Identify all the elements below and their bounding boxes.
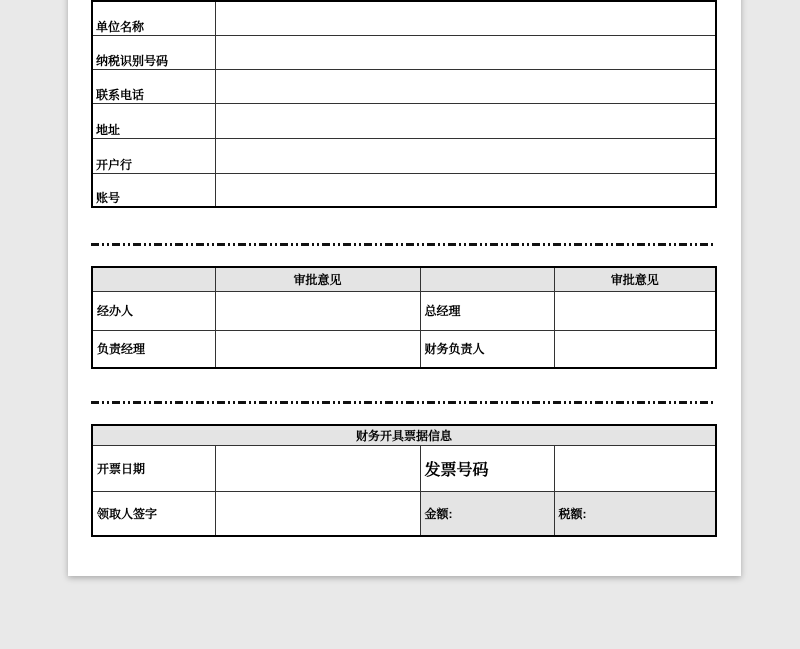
responsible-manager-opinion-cell — [215, 330, 420, 368]
row-label-invoice-number: 发票号码 — [420, 445, 554, 491]
document-page — [68, 0, 741, 576]
table-row — [92, 445, 716, 491]
table-row — [92, 103, 716, 138]
row-label-invoice-date: 开票日期 — [92, 445, 215, 491]
table-row — [92, 69, 716, 103]
handler-opinion-cell — [215, 291, 420, 330]
table-row — [92, 1, 716, 35]
row-label-general-manager: 总经理 — [420, 291, 554, 330]
row-label-recipient-signature: 领取人签字 — [92, 491, 215, 536]
invoice-date-value-cell — [215, 445, 420, 491]
bank-value-cell — [215, 138, 716, 173]
table-row — [92, 425, 716, 445]
account-number-value-cell — [215, 173, 716, 207]
approval-opinion-header: 审批意见 — [554, 267, 716, 291]
page-break-divider — [91, 243, 715, 246]
row-label-tax-amount: 税额: — [554, 491, 716, 536]
page-break-divider — [91, 401, 715, 404]
recipient-signature-value-cell — [215, 491, 420, 536]
table-row — [92, 267, 716, 291]
table-row — [92, 138, 716, 173]
company-name-value-cell — [215, 1, 716, 35]
table-row — [92, 491, 716, 536]
table-row — [92, 330, 716, 368]
row-label-handler: 经办人 — [92, 291, 215, 330]
table-row — [92, 173, 716, 207]
approval-opinion-header: 审批意见 — [215, 267, 420, 291]
row-label-tax-id: 纳税识别号码 — [92, 35, 215, 69]
approval-header-blank-cell — [420, 267, 554, 291]
general-manager-opinion-cell — [554, 291, 716, 330]
row-label-phone: 联系电话 — [92, 69, 215, 103]
row-label-bank: 开户行 — [92, 138, 215, 173]
row-label-amount: 金额: — [420, 491, 554, 536]
row-label-company-name: 单位名称 — [92, 1, 215, 35]
table-row — [92, 35, 716, 69]
phone-value-cell — [215, 69, 716, 103]
finance-head-opinion-cell — [554, 330, 716, 368]
row-label-address: 地址 — [92, 103, 215, 138]
tax-id-value-cell — [215, 35, 716, 69]
row-label-account-number: 账号 — [92, 173, 215, 207]
invoice-info-table — [91, 424, 717, 537]
address-value-cell — [215, 103, 716, 138]
approval-header-blank-cell — [92, 267, 215, 291]
row-label-responsible-manager: 负责经理 — [92, 330, 215, 368]
row-label-finance-head: 财务负责人 — [420, 330, 554, 368]
invoice-section-title: 财务开具票据信息 — [92, 425, 716, 445]
approval-table — [91, 266, 717, 369]
invoice-number-value-cell — [554, 445, 716, 491]
table-row — [92, 291, 716, 330]
company-info-table — [91, 0, 717, 208]
